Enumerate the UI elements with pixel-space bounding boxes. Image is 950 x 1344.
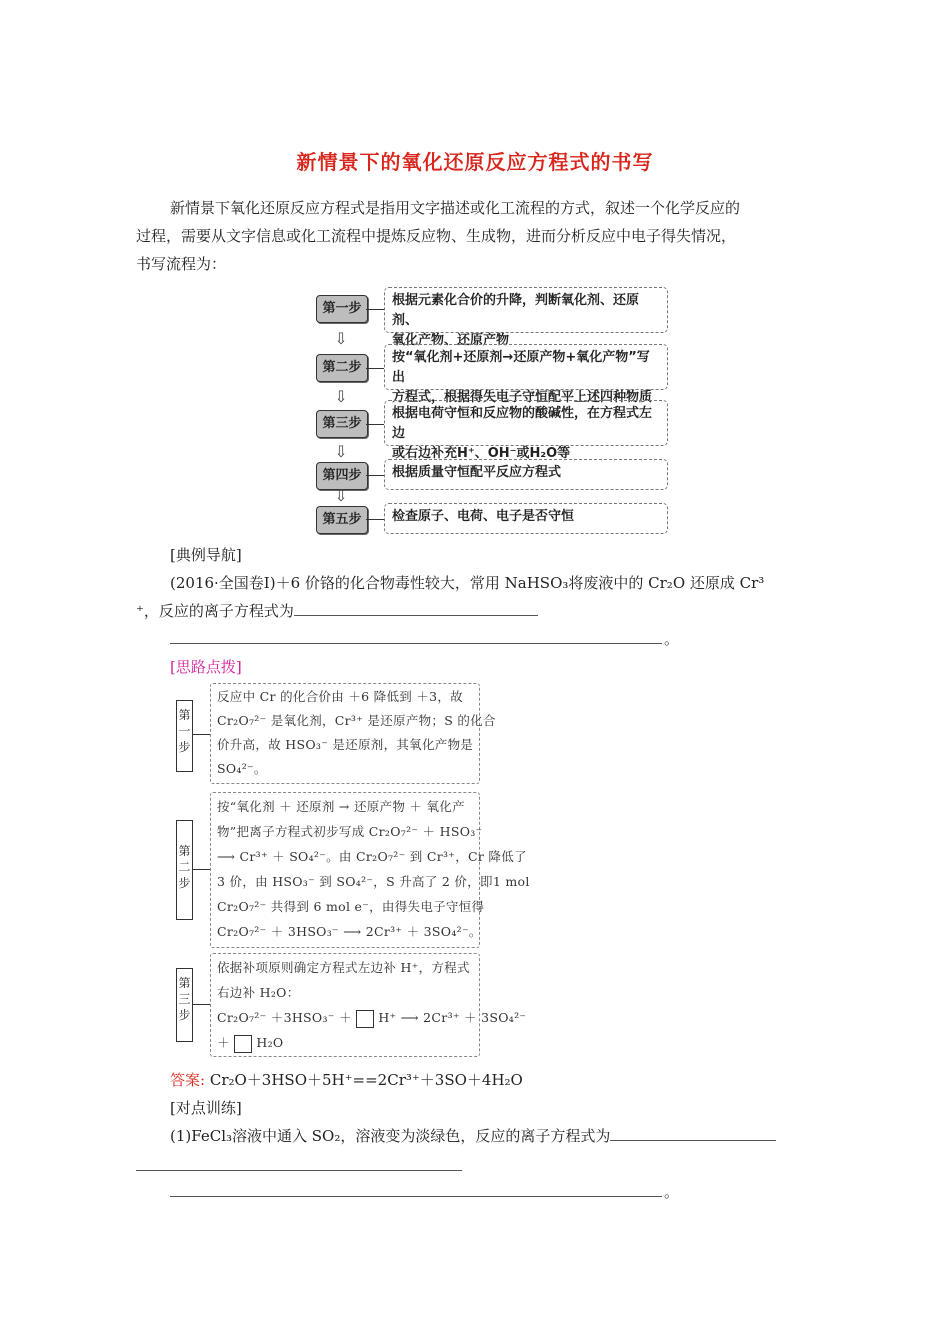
flow-step-1: 第一步 <box>316 295 368 323</box>
flow-connector <box>366 368 384 369</box>
analysis-line: SO₄²⁻。 <box>217 761 267 776</box>
flow-text: 方程式，根据得失电子守恒配平上述四种物质 <box>392 390 653 405</box>
down-arrow-icon: ⇩ <box>334 442 348 461</box>
period: 。 <box>664 630 680 648</box>
analysis-connector <box>193 869 210 870</box>
flow-step-5: 第五步 <box>316 506 368 534</box>
analysis-connector <box>193 1004 210 1005</box>
equation-part: ＋ <box>217 1035 230 1050</box>
answer-blank-line[interactable] <box>136 1170 462 1171</box>
analysis-step-3-box <box>210 953 527 1057</box>
flow-text: 按“氧化剂+还原剂→还原产物+氧化产物”写出 <box>392 350 650 385</box>
label-char: 一 <box>178 724 191 738</box>
flow-box-3 <box>384 400 668 461</box>
analysis-line: ⟶ Cr³⁺ ＋ SO₄²⁻。由 Cr₂O₇²⁻ 到 Cr³⁺，Cr 降低了 <box>217 849 527 864</box>
example-question-text: ⁺，反应的离子方程式为 <box>136 602 294 620</box>
analysis-heading: [思路点拨] <box>170 658 242 676</box>
analysis-connector <box>193 734 210 735</box>
flow-step-4: 第四步 <box>316 462 368 490</box>
flow-connector <box>366 475 384 476</box>
analysis-line <box>217 1030 473 1055</box>
flow-connector <box>366 309 384 310</box>
label-char: 二 <box>178 860 191 874</box>
practice-question-1 <box>170 1122 850 1150</box>
label-char: 第 <box>178 708 191 722</box>
equation-part: Cr₂O₇²⁻ ＋3HSO₃⁻ ＋ <box>217 1010 352 1025</box>
flow-text: 根据电荷守恒和反应物的酸碱性，在方程式左边 <box>392 406 653 441</box>
intro-line-3: 书写流程为： <box>136 255 227 273</box>
analysis-line: 反应中 Cr 的化合价由 ＋6 降低到 ＋3，故 <box>217 689 464 704</box>
flow-text: 或右边补充H⁺、OH⁻或H₂O等 <box>392 446 571 461</box>
flow-text: 氧化产物、还原产物 <box>392 333 510 348</box>
intro-line-2: 过程，需要从文字信息或化工流程中提炼反应物、生成物，进而分析反应中电子得失情况， <box>136 227 737 245</box>
answer-blank[interactable] <box>610 1125 776 1141</box>
period: 。 <box>664 1183 680 1201</box>
flow-connector <box>366 519 384 520</box>
example-question-line-2 <box>136 597 816 625</box>
label-char: 第 <box>178 844 191 858</box>
analysis-step-2-label <box>176 820 193 920</box>
flow-box-4 <box>384 459 668 490</box>
analysis-step-1-box <box>210 683 496 784</box>
flow-box-1 <box>384 287 668 348</box>
analysis-line: 3 价，由 HSO₃⁻ 到 SO₄²⁻，S 升高了 2 价，即1 mol <box>217 874 530 889</box>
analysis-line <box>217 1005 527 1030</box>
down-arrow-icon: ⇩ <box>334 329 348 348</box>
analysis-line: 价升高，故 HSO₃⁻ 是还原剂，其氧化产物是 <box>217 737 474 752</box>
analysis-line: 物”把离子方程式初步写成 Cr₂O₇²⁻ ＋ HSO₃⁻ <box>217 824 483 839</box>
example-heading: [典例导航] <box>170 546 242 564</box>
analysis-step-2-box <box>210 792 530 948</box>
label-char: 三 <box>178 992 191 1006</box>
label-char: 步 <box>178 740 191 754</box>
flow-connector <box>366 424 384 425</box>
label-char: 第 <box>178 976 191 990</box>
analysis-line: 按“氧化剂 ＋ 还原剂 → 还原产物 ＋ 氧化产 <box>217 799 465 814</box>
answer-blank-line[interactable] <box>170 643 662 644</box>
answer-text: Cr₂O＋3HSO＋5H⁺==2Cr³⁺＋3SO＋4H₂O <box>209 1071 523 1089</box>
down-arrow-icon: ⇩ <box>334 387 348 406</box>
analysis-step-1-label <box>176 700 193 772</box>
down-arrow-icon: ⇩ <box>334 486 348 505</box>
flow-text: 根据元素化合价的升降，判断氧化剂、还原剂、 <box>392 293 640 328</box>
label-char: 步 <box>178 876 191 890</box>
analysis-line: 右边补 H₂O： <box>217 985 300 1000</box>
equation-part: H⁺ ⟶ 2Cr³⁺ ＋ 3SO₄²⁻ <box>378 1010 527 1025</box>
label-char: 步 <box>178 1008 191 1022</box>
practice-question-text: (1)FeCl₃溶液中通入 SO₂，溶液变为淡绿色，反应的离子方程式为 <box>170 1127 611 1145</box>
flow-text: 根据质量守恒配平反应方程式 <box>392 465 562 480</box>
analysis-step-3-label <box>176 968 193 1042</box>
flow-text: 检查原子、电荷、电子是否守恒 <box>392 509 575 524</box>
answer-blank[interactable] <box>294 600 538 616</box>
answer-line <box>170 1066 850 1094</box>
coefficient-blank[interactable] <box>356 1010 374 1028</box>
practice-heading: [对点训练] <box>170 1099 242 1117</box>
flow-step-2: 第二步 <box>316 354 368 382</box>
flow-box-2 <box>384 344 668 405</box>
answer-label: 答案: <box>170 1071 206 1089</box>
analysis-line: 依据补项原则确定方程式左边补 H⁺，方程式 <box>217 960 470 975</box>
flow-box-5 <box>384 503 668 534</box>
equation-part: H₂O <box>256 1035 284 1050</box>
example-question-line-1: (2016·全国卷Ⅰ)＋6 价铬的化合物毒性较大，常用 NaHSO₃将废液中的 Cr₂O 还原成 Cr³ <box>170 574 765 592</box>
coefficient-blank[interactable] <box>234 1035 252 1053</box>
analysis-line: Cr₂O₇²⁻ ＋ 3HSO₃⁻ ⟶ 2Cr³⁺ ＋ 3SO₄²⁻。 <box>217 924 482 939</box>
analysis-line: Cr₂O₇²⁻ 是氧化剂，Cr³⁺ 是还原产物；S 的化合 <box>217 713 496 728</box>
page-title: 新情景下的氧化还原反应方程式的书写 <box>296 150 654 174</box>
intro-line-1: 新情景下氧化还原反应方程式是指用文字描述或化工流程的方式，叙述一个化学反应的 <box>170 199 741 217</box>
flow-step-3: 第三步 <box>316 410 368 438</box>
answer-blank-line[interactable] <box>170 1196 662 1197</box>
analysis-line: Cr₂O₇²⁻ 共得到 6 mol e⁻，由得失电子守恒得 <box>217 899 485 914</box>
